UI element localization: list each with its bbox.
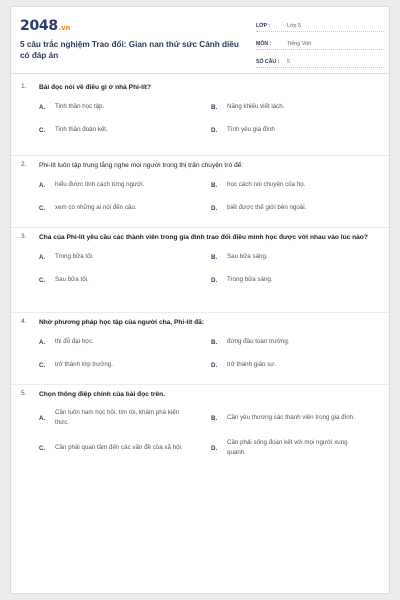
option-text: Cần yêu thương các thành viên trong gia đình. [227, 414, 355, 421]
option-text: đứng đầu toàn trường. [227, 338, 290, 345]
option-b[interactable] [211, 180, 383, 190]
meta-info [256, 17, 384, 71]
option-b[interactable] [211, 102, 383, 112]
question-text: Cha của Phi-lít yêu cầu các thành viên trong gia đình trao đổi điều mình học được với nhau vào lúc nào? [39, 234, 368, 241]
option-text: hiểu được tính cách từng người. [55, 181, 145, 188]
logo-main-text: 2048 [20, 18, 58, 34]
question-4 [11, 312, 389, 384]
question-5 [11, 384, 389, 474]
option-letter: C. [39, 204, 46, 212]
option-text: Trong bữa sáng. [227, 276, 273, 283]
question-2 [11, 155, 389, 227]
option-letter: B. [211, 253, 218, 261]
option-d[interactable] [211, 437, 383, 459]
question-1 [11, 83, 389, 155]
question-number: 4. [21, 318, 27, 325]
option-c[interactable] [39, 437, 211, 459]
question-text: Nhờ phương pháp học tập của người cha, Phi-lít đã: [39, 319, 205, 326]
meta-key: LỚP : [256, 23, 271, 29]
meta-row-count [256, 53, 384, 68]
option-letter: D. [211, 204, 218, 212]
worksheet-header [11, 7, 389, 73]
option-text: Cần luôn ham học hỏi, tìm tòi, khám phá kiến thức. [55, 409, 180, 426]
option-letter: A. [39, 414, 46, 422]
meta-value: Lớp 5 [287, 23, 302, 29]
option-text: Cần phải sống đoàn kết với mọi người xung quanh. [227, 439, 348, 456]
option-letter: A. [39, 103, 46, 111]
option-letter: D. [211, 361, 218, 369]
question-text: Chọn thông điệp chính của bài đọc trên. [39, 391, 166, 398]
option-b[interactable] [211, 407, 383, 429]
document-title: 5 câu trắc nghiệm Trao đổi: Gian nan thử sức Cánh diều có đáp án [20, 40, 239, 60]
option-letter: B. [211, 103, 218, 111]
option-c[interactable] [39, 360, 211, 370]
option-text: Tinh thần đoàn kết. [55, 126, 108, 133]
meta-value: Tiếng Việt [287, 41, 311, 47]
meta-key: SỐ CÂU : [256, 59, 280, 65]
header-divider [11, 73, 389, 74]
option-d[interactable] [211, 360, 383, 370]
option-letter: B. [211, 414, 218, 422]
option-text: Trong bữa tối. [55, 253, 94, 260]
option-text: trở thành lớp trưởng. [55, 361, 113, 368]
option-letter: C. [39, 126, 46, 134]
option-letter: A. [39, 338, 46, 346]
option-a[interactable] [39, 180, 211, 190]
option-b[interactable] [211, 252, 383, 262]
option-text: xem có những ai nói đến cậu. [55, 204, 137, 211]
option-b[interactable] [211, 337, 383, 347]
question-text: Bài đọc nói về điều gì ở nhà Phi-lít? [39, 84, 152, 91]
option-c[interactable] [39, 203, 211, 213]
meta-row-class [256, 17, 384, 32]
meta-key: MÔN : [256, 41, 272, 47]
question-number: 5. [21, 390, 27, 397]
question-number: 3. [21, 233, 27, 240]
option-text: Cần phải quan tâm đến các vấn đề của xã hội. [55, 444, 183, 451]
option-d[interactable] [211, 125, 383, 135]
option-text: Tinh thần học tập. [55, 103, 105, 110]
option-a[interactable] [39, 252, 211, 262]
logo-suffix-text: .vn [58, 24, 71, 32]
option-letter: C. [39, 444, 46, 452]
question-text: Phi-lít luôn tập trung lắng nghe mọi người trong thị trấn chuyện trò để: [39, 162, 244, 169]
question-list [11, 83, 389, 474]
option-d[interactable] [211, 203, 383, 213]
option-letter: D. [211, 126, 218, 134]
option-a[interactable] [39, 102, 211, 112]
option-text: Năng khiếu viết lách. [227, 103, 285, 110]
option-text: trở thành giáo sư. [227, 361, 277, 368]
option-letter: A. [39, 253, 46, 261]
site-logo[interactable] [20, 18, 70, 34]
question-number: 1. [21, 83, 27, 90]
option-text: Sau bữa sáng. [227, 253, 268, 260]
option-letter: B. [211, 181, 218, 189]
option-text: biết được thế giới bên ngoài. [227, 204, 307, 211]
option-d[interactable] [211, 275, 383, 285]
option-letter: C. [39, 276, 46, 284]
option-text: thi đỗ đại học. [55, 338, 94, 345]
option-a[interactable] [39, 407, 211, 429]
option-text: Sau bữa tối. [55, 276, 89, 283]
option-text: học cách nói chuyện của họ. [227, 181, 306, 188]
option-text: Tình yêu gia đình [227, 126, 275, 133]
option-letter: D. [211, 444, 218, 452]
question-number: 2. [21, 161, 27, 168]
option-letter: A. [39, 181, 46, 189]
option-letter: C. [39, 361, 46, 369]
option-a[interactable] [39, 337, 211, 347]
option-letter: D. [211, 276, 218, 284]
option-c[interactable] [39, 125, 211, 135]
question-3 [11, 227, 389, 312]
meta-value: 5 [287, 59, 290, 65]
option-c[interactable] [39, 275, 211, 285]
option-letter: B. [211, 338, 218, 346]
meta-row-subject [256, 35, 384, 50]
worksheet-page [10, 6, 390, 594]
